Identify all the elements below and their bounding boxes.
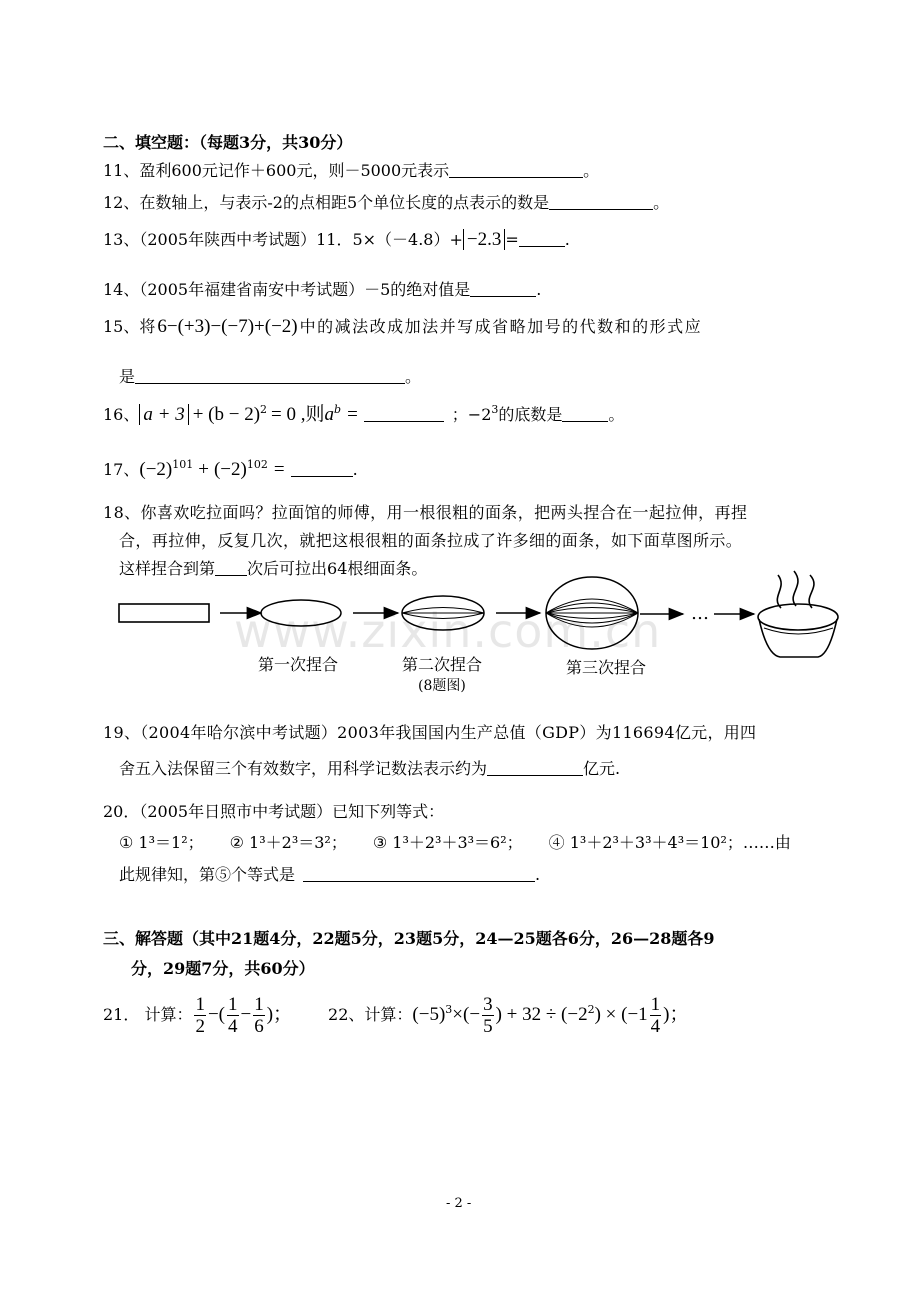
question-18-line2: 合，再拉伸，反复几次，就把这根很粗的面条拉成了许多细的面条，如下面草图所示。	[119, 531, 743, 550]
q15-end: 。	[405, 367, 422, 386]
q11-text: 11、盈利600元记作＋600元，则－5000元表示	[103, 161, 450, 180]
q17-eq: =	[273, 459, 285, 480]
q15-line2: 是	[119, 367, 136, 386]
question-19-line1: 19、（2004年哈尔滨中考试题）2003年我国国内生产总值（GDP）为116694亿元，用四	[103, 723, 757, 742]
q20-answer-blank[interactable]	[303, 865, 535, 882]
q22-part1: (−5)	[412, 1004, 446, 1025]
caption-third-fold: 第三次捏合	[566, 658, 647, 677]
q14-text: 14、（2005年福建省南安中考试题）－5的绝对值是	[103, 280, 471, 299]
q17-exp2: 102	[246, 458, 268, 471]
section-3-title-line2: 分，29题7分，共60分）	[131, 959, 315, 978]
q20-eq2: ② 1³＋2³＝3²；	[229, 833, 347, 852]
q16-abs: a + 3	[139, 404, 188, 425]
q13-eq: =	[505, 230, 519, 249]
q22-part5: )；	[663, 1004, 689, 1025]
continuation-dots: …	[691, 603, 709, 624]
q14-end: .	[536, 280, 542, 299]
q13-abs-value: −2.3	[463, 229, 505, 250]
q17-exp1: 101	[172, 458, 194, 471]
q21-close: )；	[266, 1004, 293, 1025]
q22-part2: ×(−	[452, 1004, 481, 1025]
q15-num: 15、将	[103, 317, 156, 336]
q13-end: .	[564, 230, 570, 249]
caption-second-fold: 第二次捏合	[402, 655, 483, 674]
q21-frac-1: $\frac{1}{2}$	[195, 994, 205, 1037]
q21-frac-2: $\frac{1}{4}$	[228, 994, 238, 1037]
q16-square: 2	[260, 403, 268, 416]
caption-first-fold: 第一次捏合	[258, 655, 339, 674]
question-18-line1: 18、你喜欢吃拉面吗？拉面馆的师傅，用一根很粗的面条，把两头捏合在一起拉伸，再捏	[103, 503, 748, 522]
question-20-line1: 20．（2005年日照市中考试题）已知下列等式：	[103, 802, 445, 821]
q15-text: 中的减法改成加法并写成省略加号的代数和的形式应	[299, 317, 703, 336]
q12-end: 。	[653, 193, 670, 212]
q21-label: 21． 计算：	[103, 1005, 193, 1024]
page-number: - 2 -	[446, 1196, 472, 1211]
q17-end: .	[352, 460, 358, 479]
q13-prefix: 13、（2005年陕西中考试题）11．5×（－4.8）+	[103, 230, 463, 249]
q17-plus: +	[198, 459, 209, 480]
q17-num: 17、	[103, 460, 140, 479]
q22-exp2: 2	[587, 1003, 595, 1016]
q22-part4: ) × (−1	[594, 1004, 648, 1025]
q22-frac-1: $\frac{3}{5}$	[483, 994, 493, 1037]
question-20-line3	[119, 864, 540, 886]
question-19-line2	[119, 758, 620, 780]
section-2-title: 二、填空题：（每题3分，共30分）	[103, 133, 353, 152]
thick-noodle-shape	[119, 604, 209, 622]
q16-eq0: = 0 ,则	[271, 404, 325, 425]
q21-minus-2: −	[240, 1004, 252, 1025]
q20-end: .	[535, 865, 541, 884]
q17-base2: (−2)	[213, 459, 247, 480]
q11-end: 。	[583, 161, 600, 180]
q18-line3a: 这样捏合到第	[119, 559, 216, 578]
q20-line3: 此规律知，第⑤个等式是	[119, 865, 296, 884]
q16-expr: + (b − 2)	[192, 404, 261, 425]
q16-eq: =	[347, 404, 358, 425]
q19-answer-blank[interactable]	[487, 759, 583, 776]
q16-mid: ；−2	[451, 405, 492, 424]
second-fold-shape	[402, 596, 484, 630]
q20-eq4: ④ 1³＋2³＋3³＋4³＝10²；……由	[548, 833, 791, 852]
q19-end: 亿元.	[583, 759, 621, 778]
first-fold-shape	[261, 600, 341, 626]
q20-eq3: ③ 1³＋2³＋3³＝6²；	[372, 833, 523, 852]
q16-cube: 3	[491, 403, 499, 416]
q12-text: 12、在数轴上，与表示-2的点相距5个单位长度的点表示的数是	[103, 193, 550, 212]
q18-line3b: 次后可拉出64根细面条。	[247, 559, 428, 578]
q21-frac-3: $\frac{1}{6}$	[254, 994, 264, 1037]
q16-tail: 的底数是	[498, 405, 563, 424]
question-21-22	[103, 990, 689, 1040]
q15-expression: 6−(+3)−(−7)+(−2)	[157, 316, 298, 337]
q16-end: 。	[608, 405, 625, 424]
q20-eq1: ① 1³＝1²；	[119, 833, 204, 852]
third-fold-shape	[546, 577, 638, 649]
section-3-title-line1: 三、解答题（其中21题4分，22题5分，23题5分，24—25题各6分，26—28题各9	[103, 929, 715, 948]
q22-exp1: 3	[445, 1003, 453, 1016]
q19-line2: 舍五入法保留三个有效数字，用科学记数法表示约为	[119, 759, 488, 778]
q16-b: b	[334, 403, 342, 416]
watermark: www.zixin.com.cn	[234, 604, 662, 658]
q22-label: 22、计算：	[328, 1005, 413, 1024]
noodle-bowl-icon	[758, 571, 838, 657]
q16-num: 16、	[103, 405, 140, 424]
q21-minus: −(	[207, 1004, 225, 1025]
q17-base1: (−2)	[139, 459, 173, 480]
question-20-line2	[119, 832, 791, 854]
q16-a: a	[324, 404, 335, 425]
q22-frac-2: $\frac{1}{4}$	[650, 994, 661, 1037]
figure-label: (8题图)	[418, 678, 466, 694]
q22-part3: ) + 32 ÷ (−2	[495, 1004, 588, 1025]
